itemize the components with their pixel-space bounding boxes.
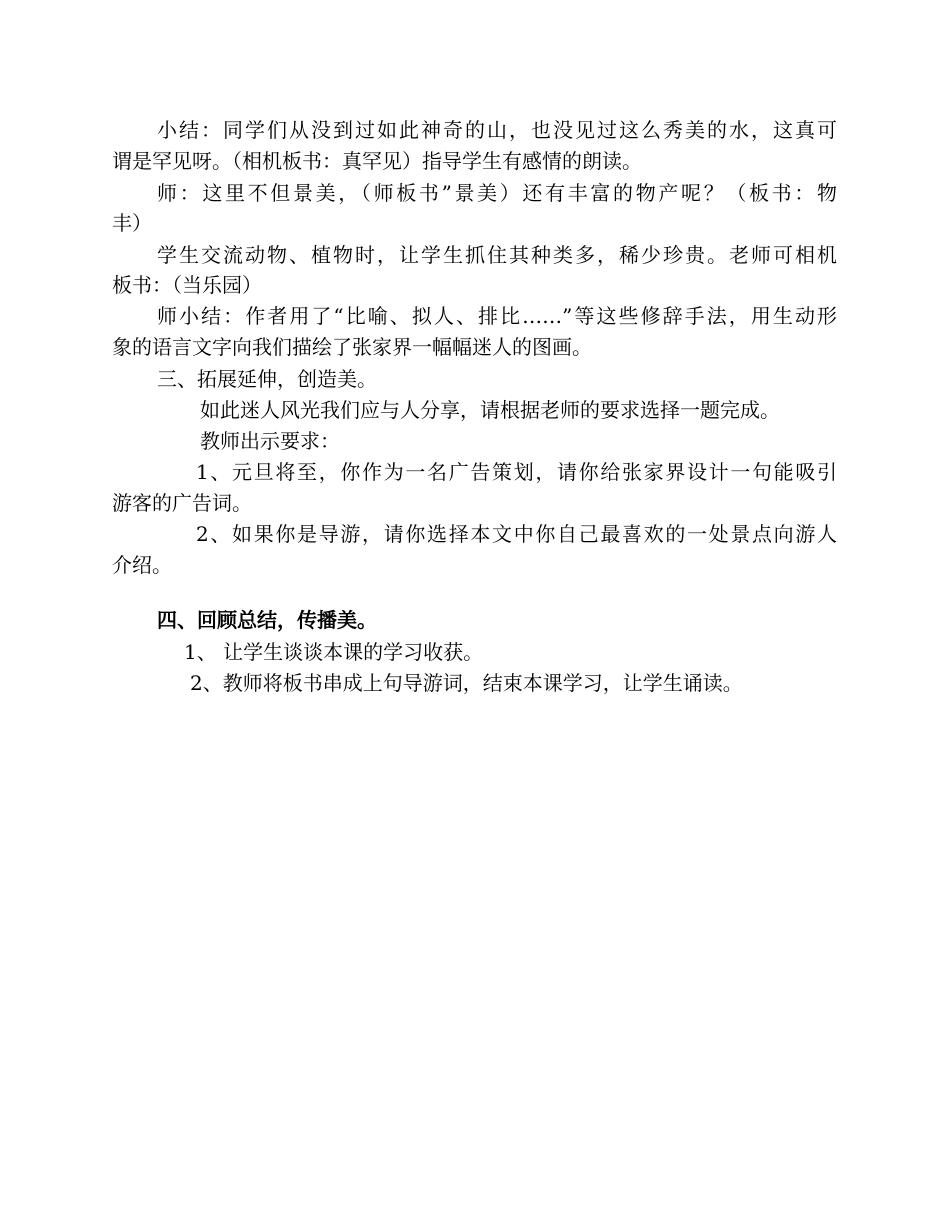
section-heading-four: 四、回顾总结，传播美。: [157, 608, 377, 632]
review-item-1: 1、 让学生谈谈本课的学习收获。: [184, 640, 484, 664]
section-heading-three: 三、拓展延伸，创造美。: [157, 367, 377, 391]
requirement-item-2-line-1: 2、如果你是导游，请你选择本文中你自己最喜欢的一处景点向游人: [196, 522, 837, 546]
requirement-item-2-line-2: 介绍。: [112, 553, 172, 577]
paragraph-summary-line-2: 谓是罕见呀。（相机板书：真罕见）指导学生有感情的朗读。: [112, 149, 642, 173]
paragraph-summary-line-1: 小结：同学们从没到过如此神奇的山，也没见过这么秀美的水，这真可: [157, 118, 837, 142]
requirement-item-1-line-2: 游客的广告词。: [112, 491, 252, 515]
paragraph-teacher-summary-line-2: 象的语言文字向我们描绘了张家界一幅幅迷人的图画。: [112, 335, 592, 359]
paragraph-teacher-line-2: 丰）: [112, 211, 152, 235]
paragraph-teacher-line-1: 师：这里不但景美，（师板书”景美）还有丰富的物产呢？（板书：物: [157, 181, 837, 205]
paragraph-students-line-1: 学生交流动物、植物时，让学生抓住其种类多，稀少珍贵。老师可相机: [157, 243, 837, 267]
paragraph-requirements-label: 教师出示要求：: [200, 429, 340, 453]
review-item-2: 2、教师将板书串成上句导游词，结束本课学习，让学生诵读。: [190, 671, 743, 695]
paragraph-teacher-summary-line-1: 师小结：作者用了“比喻、拟人、排比……”等这些修辞手法，用生动形: [157, 304, 837, 328]
paragraph-share-intro: 如此迷人风光我们应与人分享，请根据老师的要求选择一题完成。: [200, 398, 780, 422]
paragraph-students-line-2: 板书：（当乐园）: [112, 273, 262, 297]
requirement-item-1-line-1: 1、元旦将至，你作为一名广告策划，请你给张家界设计一句能吸引: [196, 460, 837, 484]
